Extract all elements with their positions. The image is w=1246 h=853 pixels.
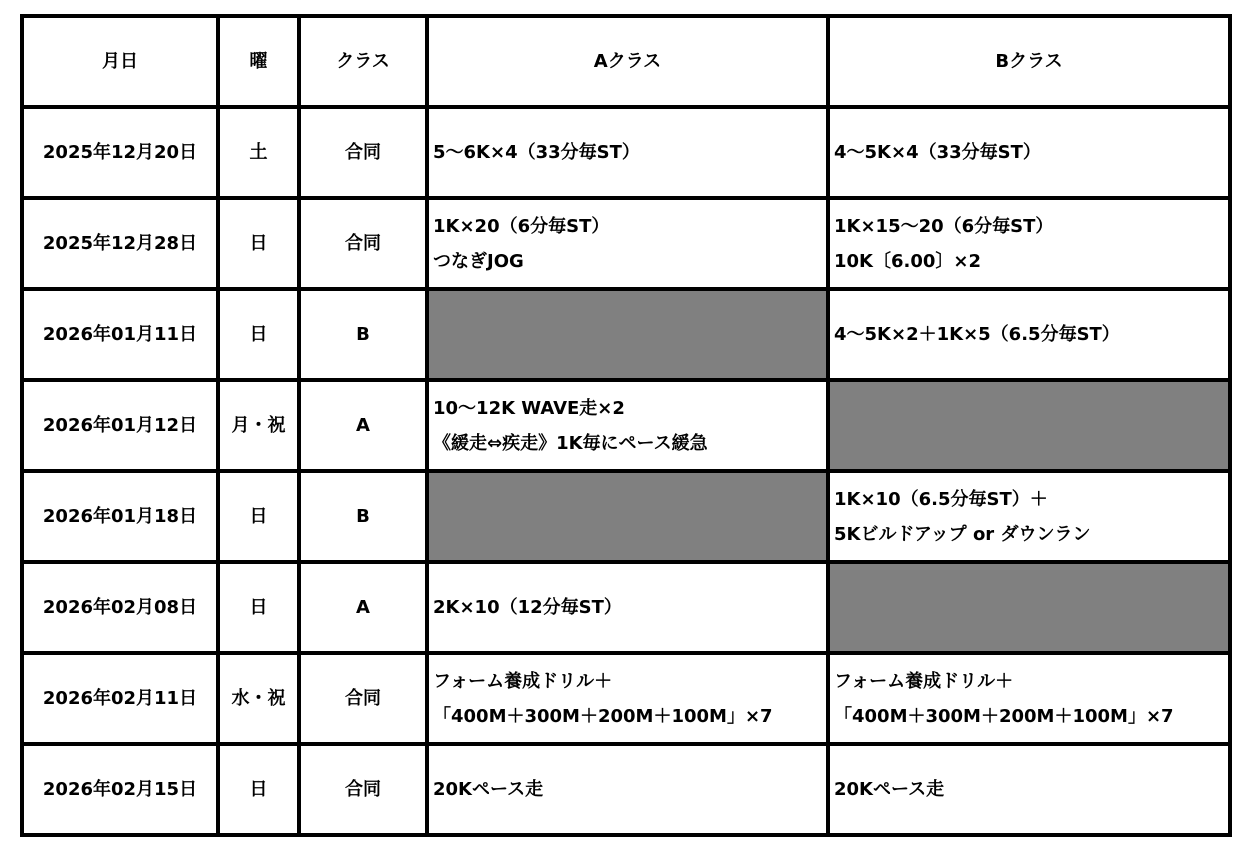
- a-class-line: 10～12K WAVE走×2: [433, 397, 625, 419]
- date-cell: 2026年01月12日: [22, 380, 218, 471]
- class-cell: A: [299, 562, 427, 653]
- day-cell: 日: [218, 471, 299, 562]
- header-row: [22, 16, 1230, 107]
- b-class-line: 4～5K×4（33分毎ST）: [834, 142, 1041, 163]
- class-cell: B: [299, 289, 427, 380]
- a-class-line: 2K×10（12分毎ST）: [433, 597, 622, 618]
- table-row: [22, 380, 1230, 471]
- header-b-class: Bクラス: [828, 16, 1230, 107]
- class-cell: 合同: [299, 744, 427, 835]
- b-class-line: 1K×10（6.5分毎ST）＋: [834, 488, 1048, 510]
- date-cell: 2025年12月28日: [22, 198, 218, 289]
- b-class-cell: [828, 198, 1230, 289]
- date-cell: 2026年02月15日: [22, 744, 218, 835]
- class-cell: 合同: [299, 198, 427, 289]
- a-class-cell: [427, 198, 828, 289]
- b-class-line: 20Kペース走: [834, 779, 945, 800]
- day-cell: 月・祝: [218, 380, 299, 471]
- date-cell: 2026年02月11日: [22, 653, 218, 744]
- b-class-cell: [828, 289, 1230, 380]
- b-class-cell-empty: [828, 380, 1230, 471]
- a-class-line: つなぎJOG: [433, 250, 524, 272]
- a-class-cell-empty: [427, 471, 828, 562]
- table-row: [22, 744, 1230, 835]
- training-schedule-table: [20, 14, 1232, 837]
- b-class-line: 1K×15～20（6分毎ST）: [834, 215, 1054, 237]
- a-class-cell: [427, 380, 828, 471]
- b-class-line: 5Kビルドアップ or ダウンラン: [834, 523, 1091, 545]
- a-class-cell-empty: [427, 289, 828, 380]
- day-cell: 日: [218, 198, 299, 289]
- day-cell: 日: [218, 562, 299, 653]
- day-cell: 日: [218, 289, 299, 380]
- table-row: [22, 289, 1230, 380]
- a-class-line: 5～6K×4（33分毎ST）: [433, 142, 640, 163]
- b-class-cell: [828, 653, 1230, 744]
- a-class-line: 「400M＋300M＋200M＋100M」×7: [433, 705, 773, 727]
- a-class-cell: [427, 653, 828, 744]
- b-class-cell: [828, 107, 1230, 198]
- header-a-class: Aクラス: [427, 16, 828, 107]
- a-class-line: 1K×20（6分毎ST）: [433, 215, 610, 237]
- a-class-line: フォーム養成ドリル＋: [433, 670, 613, 692]
- class-cell: 合同: [299, 107, 427, 198]
- b-class-cell-empty: [828, 562, 1230, 653]
- a-class-cell: [427, 744, 828, 835]
- header-day: 曜: [218, 16, 299, 107]
- b-class-line: フォーム養成ドリル＋: [834, 670, 1014, 692]
- date-cell: 2026年01月11日: [22, 289, 218, 380]
- header-class: クラス: [299, 16, 427, 107]
- table-row: [22, 471, 1230, 562]
- b-class-line: 10K〔6.00〕×2: [834, 250, 982, 272]
- b-class-cell: [828, 744, 1230, 835]
- date-cell: 2025年12月20日: [22, 107, 218, 198]
- a-class-line: 《緩走⇔疾走》1K毎にペース緩急: [433, 432, 708, 454]
- table-row: [22, 198, 1230, 289]
- b-class-line: 4～5K×2＋1K×5（6.5分毎ST）: [834, 324, 1120, 345]
- table-row: [22, 653, 1230, 744]
- a-class-cell: [427, 562, 828, 653]
- day-cell: 日: [218, 744, 299, 835]
- table-row: [22, 562, 1230, 653]
- a-class-cell: [427, 107, 828, 198]
- day-cell: 水・祝: [218, 653, 299, 744]
- class-cell: 合同: [299, 653, 427, 744]
- a-class-line: 20Kペース走: [433, 779, 544, 800]
- day-cell: 土: [218, 107, 299, 198]
- date-cell: 2026年01月18日: [22, 471, 218, 562]
- class-cell: B: [299, 471, 427, 562]
- date-cell: 2026年02月08日: [22, 562, 218, 653]
- b-class-line: 「400M＋300M＋200M＋100M」×7: [834, 705, 1174, 727]
- header-date: 月日: [22, 16, 218, 107]
- class-cell: A: [299, 380, 427, 471]
- table-row: [22, 107, 1230, 198]
- b-class-cell: [828, 471, 1230, 562]
